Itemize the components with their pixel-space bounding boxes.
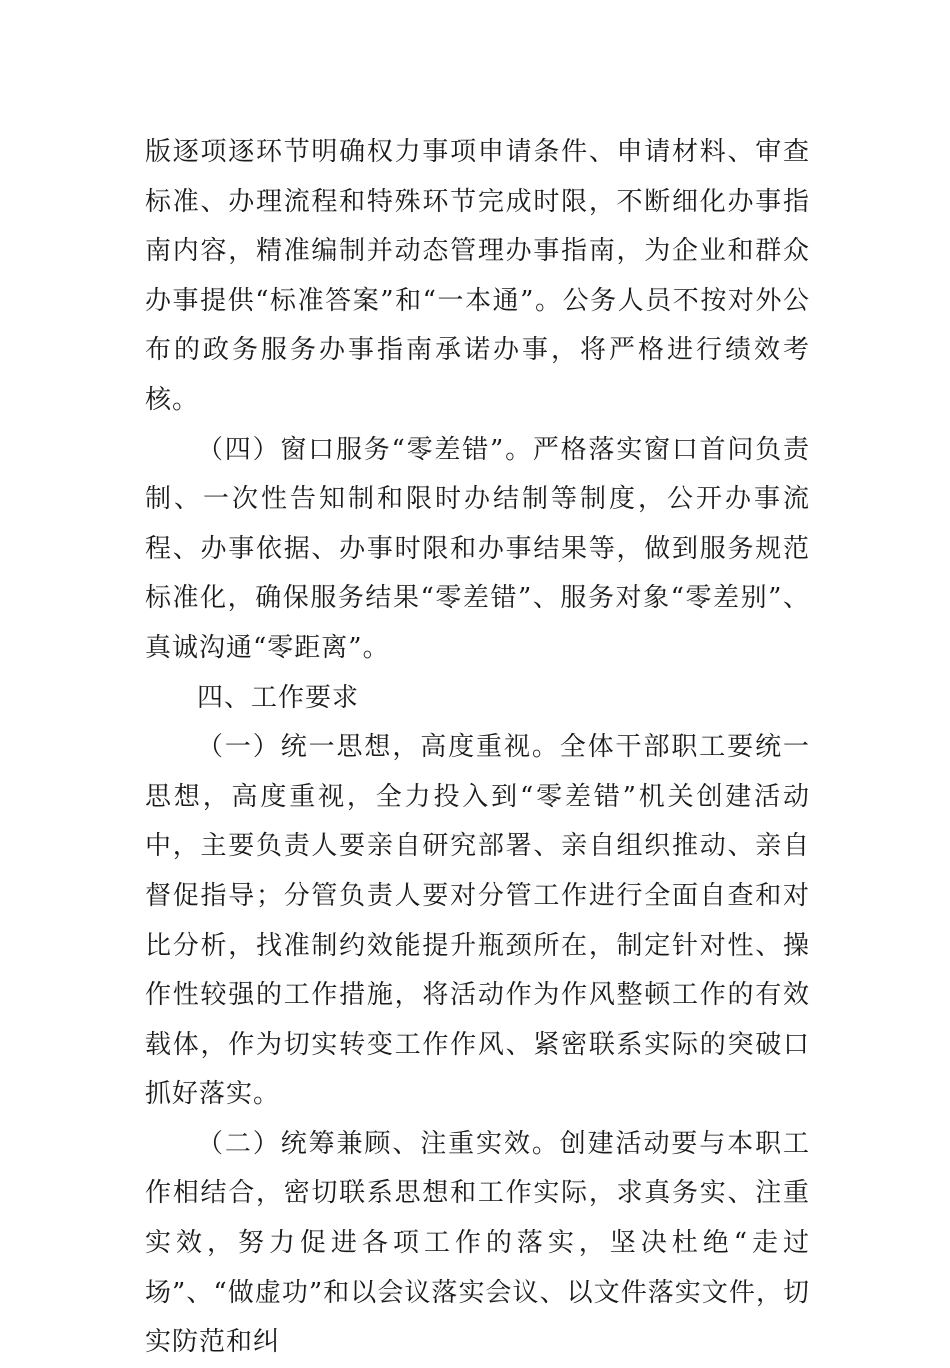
paragraph-unify-thinking: （一）统一思想，高度重视。全体干部职工要统一思想，高度重视，全力投入到“零差错”机关创建活动中，主要负责人要亲自研究部署、亲自组织推动、亲自督促指导；分管负责人要对分管工作进行全面自查和对比分析，找准制约效能提升瓶颈所在，制定针对性、操作性较强的工作措施，将活动作为作风整顿工作的有效载体，作为切实转变工作作风、紧密联系实际的突破口抓好落实。 <box>145 732 810 1110</box>
section-heading-work-requirements: 四、工作要求 <box>197 682 360 713</box>
paragraph-window-service: （四）窗口服务“零差错”。严格落实窗口首问负责制、一次性告知制和限时办结制等制度，公开办事流程、办事依据、办事时限和办事结果等，做到服务规范标准化，确保服务结果“零差错”、服务对象“零差别”、真诚沟通“零距离”。 <box>145 434 810 663</box>
paragraph-overall-planning: （二）统筹兼顾、注重实效。创建活动要与本职工作相结合，密切联系思想和工作实际，求真务实、注重实效，努力促进各项工作的落实，坚决杜绝“走过场”、“做虚功”和以会议落实会议、以文件落实文件，切实防范和纠 <box>145 1128 810 1358</box>
document-body <box>145 128 810 1368</box>
paragraph-continuation: 版逐项逐环节明确权力事项申请条件、申请材料、审查标准、办理流程和特殊环节完成时限，不断细化办事指南内容，精准编制并动态管理办事指南，为企业和群众办事提供“标准答案”和“一本通”。公务人员不按对外公布的政务服务办事指南承诺办事，将严格进行绩效考核。 <box>145 137 810 415</box>
